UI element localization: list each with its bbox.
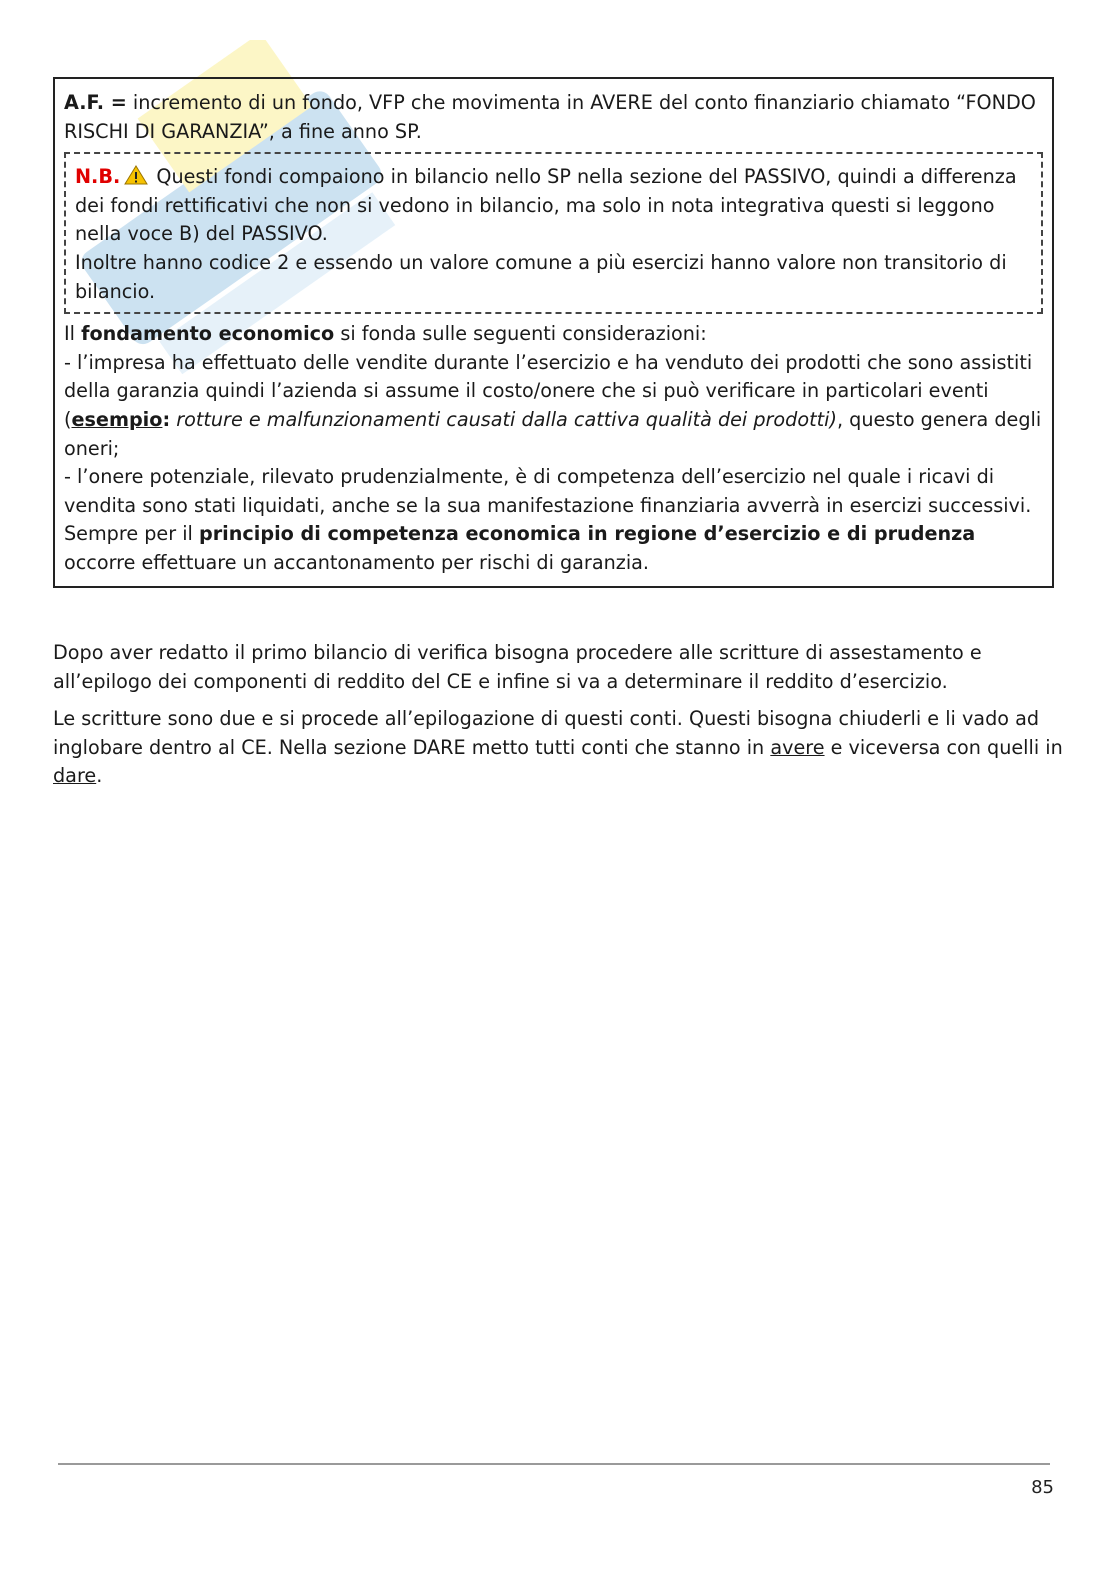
af-text: incremento di un fondo, VFP che movimenta in AVERE del conto finanziario chiamato “FONDO RISCHI DI GARANZIA”, a fine anno SP. bbox=[64, 91, 1036, 143]
para2-mid: e viceversa con quelli in bbox=[824, 735, 1063, 759]
esempio-label: esempio bbox=[71, 407, 163, 431]
warning-icon bbox=[124, 165, 148, 185]
fondamento-post: si fonda sulle seguenti considerazioni: bbox=[334, 322, 707, 346]
para2-end: . bbox=[96, 764, 103, 788]
nb-text-1: Questi fondi compaiono in bilancio nello SP nella sezione del PASSIVO, quindi a differenza dei fondi rettificativi che non si vedono in bilancio, ma solo in nota integrativa questi si leggono nella voce B) del PASSIVO. bbox=[75, 165, 1017, 246]
dare-text: dare bbox=[53, 764, 97, 788]
paragraph-epilogazione bbox=[53, 705, 1063, 791]
nb-text-2: Inoltre hanno codice 2 e essendo un valore comune a più esercizi hanno valore non transitorio di bilancio. bbox=[75, 250, 1007, 303]
paragraph-scritture-assestamento: Dopo aver redatto il primo bilancio di verifica bisogna procedere alle scritture di assestamento e all’epilogo dei componenti di reddito del CE e infine si va a determinare il reddito d’esercizio. bbox=[53, 641, 982, 693]
fondamento-bold: fondamento economico bbox=[81, 322, 335, 346]
sempre-bold: principio di competenza economica in regione d’esercizio e di prudenza bbox=[198, 522, 976, 546]
consideration-item-1 bbox=[64, 349, 1043, 463]
footer-divider bbox=[58, 1463, 1050, 1465]
sempre-post: occorre effettuare un accantonamento per rischi di garanzia. bbox=[64, 550, 650, 574]
consideration-item-2: - l’onere potenziale, rilevato prudenzialmente, è di competenza dell’esercizio nel quale i ricavi di vendita sono stati liquidati, anche se la sua manifestazione finanziaria avverrà in esercizi successivi. bbox=[64, 465, 1032, 517]
para2-pre: Le scritture sono due e si procede all’epilogazione di questi conti. Questi bisogna chiuderli e li vado ad inglobare dentro al CE. Nella sezione DARE metto tutti conti che stanno in bbox=[53, 707, 1040, 759]
definition-box bbox=[53, 77, 1054, 588]
af-paragraph bbox=[64, 89, 1043, 146]
esempio-colon: : bbox=[162, 407, 171, 431]
nb-paragraph bbox=[75, 163, 1032, 249]
nb-note-box bbox=[64, 152, 1043, 314]
item1-post: , questo genera degli oneri; bbox=[64, 407, 1042, 460]
fondamento-paragraph bbox=[64, 320, 1043, 349]
af-label: A.F. = bbox=[64, 91, 127, 114]
sempre-pre: Sempre per il bbox=[64, 522, 199, 546]
fondamento-pre: Il bbox=[64, 322, 82, 346]
item1-pre: - l’impresa ha effettuato delle vendite durante l’esercizio e ha venduto dei prodotti che sono assistiti della garanzia quindi l’azienda si assume il costo/onere che si può verificare in particolari eventi ( bbox=[64, 350, 1033, 431]
avere-text: avere bbox=[770, 735, 825, 759]
sempre-paragraph bbox=[64, 520, 1043, 577]
page-number: 85 bbox=[1031, 1477, 1054, 1498]
esempio-text: rotture e malfunzionamenti causati dalla cattiva qualità dei prodotti) bbox=[170, 407, 837, 431]
nb-label: N.B. bbox=[75, 165, 121, 189]
